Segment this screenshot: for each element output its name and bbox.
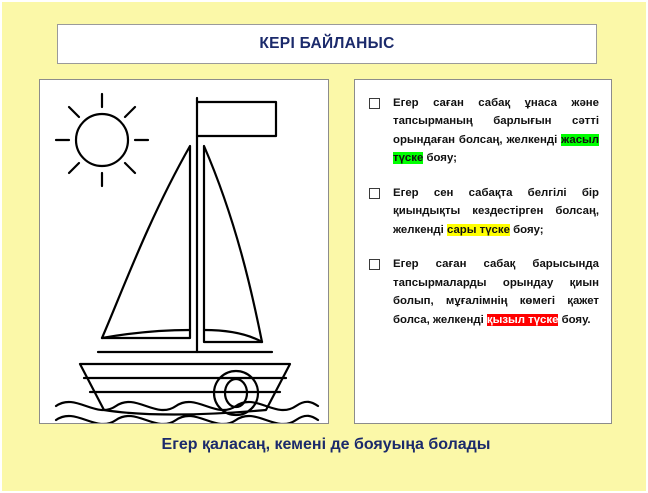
checkbox-empty-icon [369,259,380,270]
instructions-panel [354,79,612,424]
page-title: КЕРІ БАЙЛАНЫС [259,35,395,52]
illustration-panel [39,79,329,424]
text-run: Егер сен сабақта белгілі бір қиындықты кездестірген болсаң, желкенді [393,186,599,236]
text-run: бояу; [509,223,544,236]
checkbox-empty-icon [369,98,380,109]
list-item [369,184,599,239]
highlight-green: жасыл түске [393,133,599,165]
title-box [57,24,597,64]
list-item-text [393,94,599,168]
text-run: бояу. [558,313,591,326]
text-run: Егер саған сабақ ұнаса және тапсырманың барлығын сәтті орындаған болсаң, желкенді [393,97,599,146]
list-item [369,255,599,329]
sailboat-illustration [40,80,328,423]
list-item [369,94,599,168]
footer-caption: Егер қаласаң, кемені де бояуыңа болады [161,436,491,453]
checkbox-empty-icon [369,188,380,199]
text-run: бояу; [423,152,457,165]
list-item-text [393,255,599,329]
list-item-text [393,184,599,239]
highlight-yellow: сары түске [446,223,510,236]
text-run: Егер саған сабақ барысында тапсырмаларды орындау қиын болып, мұғалімнің көмегі қажет болса, желкенді [393,258,599,326]
highlight-red: қызыл түске [486,313,559,326]
